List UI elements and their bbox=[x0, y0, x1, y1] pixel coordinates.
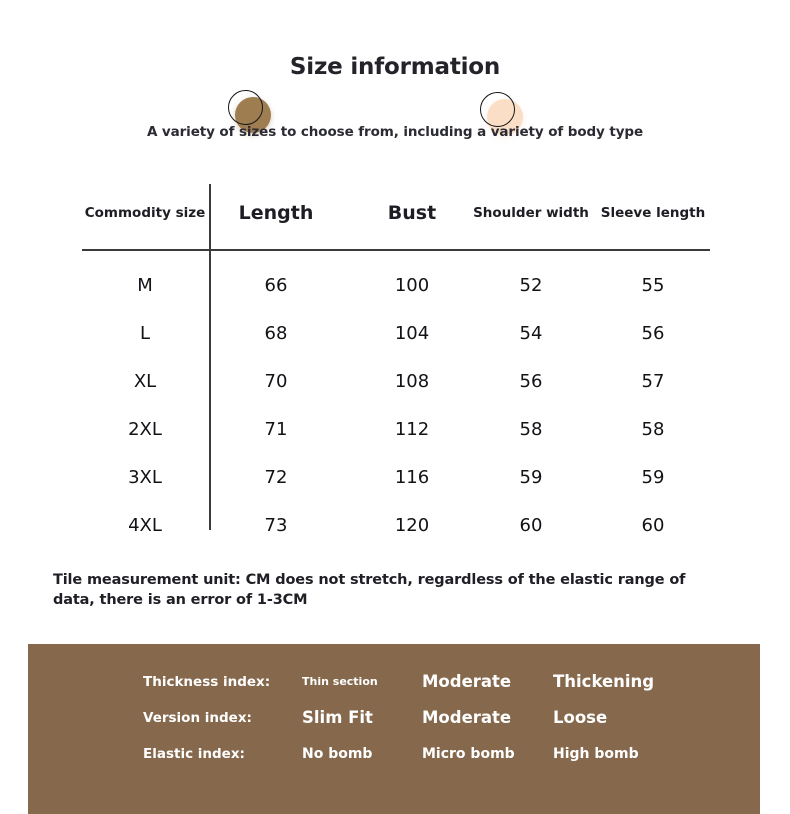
table-header-divider bbox=[82, 249, 710, 251]
cell-length: 70 bbox=[264, 371, 288, 392]
table-row bbox=[0, 367, 790, 397]
cell-bust: 116 bbox=[394, 467, 430, 488]
cell-length: 73 bbox=[264, 515, 288, 536]
cell-size: M bbox=[137, 275, 153, 296]
index-label-thickness: Thickness index: bbox=[143, 674, 271, 690]
cell-shoulder: 52 bbox=[519, 275, 543, 296]
cell-shoulder: 56 bbox=[519, 371, 543, 392]
cell-sleeve: 58 bbox=[641, 419, 665, 440]
index-value-thickening: Thickening bbox=[553, 672, 655, 691]
index-row-version bbox=[28, 705, 760, 731]
table-row bbox=[0, 319, 790, 349]
cell-bust: 112 bbox=[394, 419, 430, 440]
measurement-note: Tile measurement unit: CM does not stretch, regardless of the elastic range of data, there is an error of 1-3CM bbox=[53, 572, 686, 608]
index-value-micro-bomb: Micro bomb bbox=[422, 746, 515, 762]
column-header-shoulder-width: Shoulder width bbox=[473, 205, 589, 221]
column-header-bust: Bust bbox=[387, 202, 437, 224]
cell-sleeve: 60 bbox=[641, 515, 665, 536]
table-row bbox=[0, 463, 790, 493]
index-value-slim-fit: Slim Fit bbox=[302, 708, 373, 727]
index-value-thin-section: Thin section bbox=[302, 675, 378, 688]
index-value-moderate: Moderate bbox=[422, 672, 512, 691]
table-row bbox=[0, 415, 790, 445]
cell-length: 68 bbox=[264, 323, 288, 344]
cell-length: 71 bbox=[264, 419, 288, 440]
cell-sleeve: 55 bbox=[641, 275, 665, 296]
table-row bbox=[0, 271, 790, 301]
table-row bbox=[0, 511, 790, 541]
cell-bust: 104 bbox=[394, 323, 430, 344]
column-header-length: Length bbox=[238, 202, 314, 224]
cell-bust: 108 bbox=[394, 371, 430, 392]
cell-length: 72 bbox=[264, 467, 288, 488]
cell-size: 2XL bbox=[128, 419, 162, 440]
cell-sleeve: 57 bbox=[641, 371, 665, 392]
index-value-moderate: Moderate bbox=[422, 708, 512, 727]
index-row-elastic bbox=[28, 741, 760, 767]
cell-size: L bbox=[139, 323, 151, 344]
cell-size: 4XL bbox=[128, 515, 162, 536]
table-header-row bbox=[0, 198, 790, 228]
column-header-commodity-size: Commodity size bbox=[84, 205, 206, 221]
index-label-elastic: Elastic index: bbox=[143, 746, 245, 762]
cell-length: 66 bbox=[264, 275, 288, 296]
cell-shoulder: 54 bbox=[519, 323, 543, 344]
cell-shoulder: 58 bbox=[519, 419, 543, 440]
cell-sleeve: 56 bbox=[641, 323, 665, 344]
cell-shoulder: 59 bbox=[519, 467, 543, 488]
cell-bust: 100 bbox=[394, 275, 430, 296]
index-label-version: Version index: bbox=[143, 710, 252, 726]
cell-size: 3XL bbox=[128, 467, 162, 488]
cell-size: XL bbox=[133, 371, 157, 392]
index-value-loose: Loose bbox=[553, 708, 608, 727]
column-header-sleeve-length: Sleeve length bbox=[600, 205, 706, 221]
page-subtitle: A variety of sizes to choose from, including a variety of body type bbox=[146, 124, 644, 140]
index-value-high-bomb: High bomb bbox=[553, 746, 639, 762]
page-title: Size information bbox=[289, 54, 501, 80]
index-panel bbox=[28, 644, 760, 814]
index-row-thickness bbox=[28, 669, 760, 695]
cell-sleeve: 59 bbox=[641, 467, 665, 488]
cell-shoulder: 60 bbox=[519, 515, 543, 536]
cell-bust: 120 bbox=[394, 515, 430, 536]
index-value-no-bomb: No bomb bbox=[302, 746, 373, 762]
